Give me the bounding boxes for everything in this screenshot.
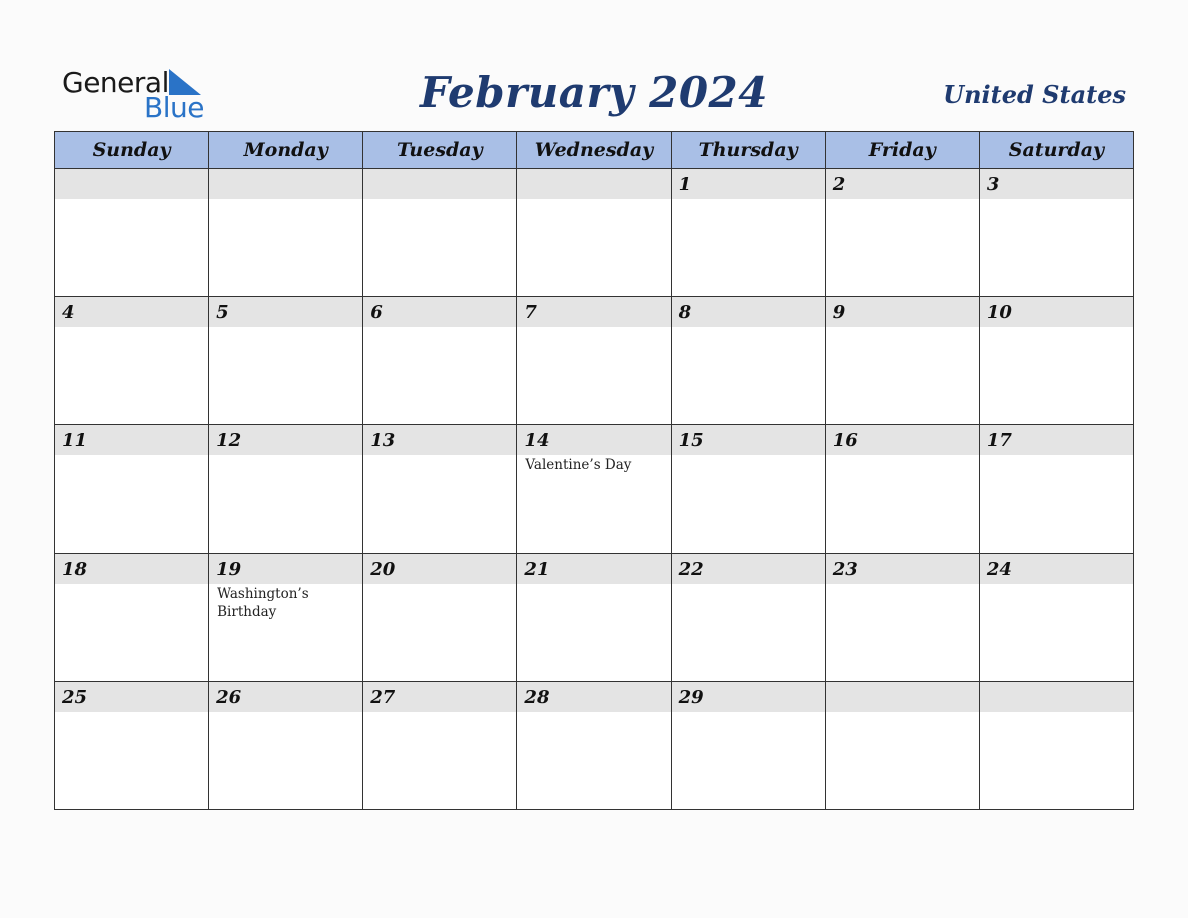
week-row xyxy=(55,297,1134,425)
holiday-event: Washington’s Birthday xyxy=(217,585,309,620)
day-number: 21 xyxy=(517,554,670,584)
day-cell[interactable] xyxy=(517,425,671,553)
day-number xyxy=(980,682,1133,712)
day-cell[interactable] xyxy=(55,169,209,297)
day-cell[interactable] xyxy=(825,681,979,809)
day-cell[interactable] xyxy=(55,425,209,553)
weekday-header: Wednesday xyxy=(517,132,671,169)
weekday-header: Monday xyxy=(209,132,363,169)
day-cell[interactable] xyxy=(825,425,979,553)
day-number: 14 xyxy=(517,425,670,455)
logo-text-general: General xyxy=(62,66,169,99)
country-label: United States xyxy=(943,80,1126,109)
weekday-header: Saturday xyxy=(979,132,1133,169)
day-number: 16 xyxy=(826,425,979,455)
day-cell[interactable] xyxy=(517,297,671,425)
day-number xyxy=(209,169,362,199)
day-number: 13 xyxy=(363,425,516,455)
day-cell[interactable] xyxy=(671,681,825,809)
day-cell[interactable] xyxy=(671,425,825,553)
day-cell[interactable] xyxy=(979,297,1133,425)
day-number: 20 xyxy=(363,554,516,584)
day-cell[interactable] xyxy=(55,553,209,681)
day-cell[interactable] xyxy=(517,169,671,297)
day-cell[interactable] xyxy=(209,297,363,425)
holiday-event: Valentine’s Day xyxy=(525,457,632,474)
day-number: 17 xyxy=(980,425,1133,455)
day-cell[interactable] xyxy=(363,169,517,297)
day-number: 6 xyxy=(363,297,516,327)
day-number: 4 xyxy=(55,297,208,327)
day-cell[interactable] xyxy=(363,681,517,809)
day-number: 29 xyxy=(672,682,825,712)
day-number: 24 xyxy=(980,554,1133,584)
weekday-header: Tuesday xyxy=(363,132,517,169)
day-cell[interactable] xyxy=(671,553,825,681)
weekday-header: Sunday xyxy=(55,132,209,169)
weekday-header: Friday xyxy=(825,132,979,169)
weekday-header-row xyxy=(55,132,1134,169)
week-row xyxy=(55,681,1134,809)
day-cell[interactable] xyxy=(671,297,825,425)
day-number: 8 xyxy=(672,297,825,327)
day-cell[interactable] xyxy=(55,681,209,809)
day-number: 10 xyxy=(980,297,1133,327)
calendar-title: February 2024 xyxy=(419,68,769,117)
day-number: 2 xyxy=(826,169,979,199)
day-number xyxy=(826,682,979,712)
day-number: 1 xyxy=(672,169,825,199)
day-number: 7 xyxy=(517,297,670,327)
day-cell[interactable] xyxy=(979,425,1133,553)
day-number xyxy=(55,169,208,199)
logo-text-blue: Blue xyxy=(144,91,204,124)
day-number: 15 xyxy=(672,425,825,455)
week-row xyxy=(55,169,1134,297)
day-number: 28 xyxy=(517,682,670,712)
day-cell[interactable] xyxy=(979,681,1133,809)
day-number: 3 xyxy=(980,169,1133,199)
day-cell[interactable] xyxy=(363,553,517,681)
day-number: 23 xyxy=(826,554,979,584)
day-number: 12 xyxy=(209,425,362,455)
day-number: 9 xyxy=(826,297,979,327)
day-number xyxy=(517,169,670,199)
day-number: 19 xyxy=(209,554,362,584)
calendar-grid xyxy=(54,131,1134,810)
week-row xyxy=(55,553,1134,681)
day-cell[interactable] xyxy=(825,553,979,681)
day-number: 18 xyxy=(55,554,208,584)
day-cell[interactable] xyxy=(517,681,671,809)
week-row xyxy=(55,425,1134,553)
day-cell[interactable] xyxy=(825,169,979,297)
day-number: 11 xyxy=(55,425,208,455)
day-cell[interactable] xyxy=(825,297,979,425)
weekday-header: Thursday xyxy=(671,132,825,169)
day-number: 26 xyxy=(209,682,362,712)
day-cell[interactable] xyxy=(979,553,1133,681)
day-number: 5 xyxy=(209,297,362,327)
day-cell[interactable] xyxy=(517,553,671,681)
day-number: 27 xyxy=(363,682,516,712)
day-cell[interactable] xyxy=(979,169,1133,297)
day-number: 25 xyxy=(55,682,208,712)
day-cell[interactable] xyxy=(209,553,363,681)
day-cell[interactable] xyxy=(363,297,517,425)
day-cell[interactable] xyxy=(209,169,363,297)
day-cell[interactable] xyxy=(671,169,825,297)
day-cell[interactable] xyxy=(209,681,363,809)
day-cell[interactable] xyxy=(209,425,363,553)
day-cell[interactable] xyxy=(363,425,517,553)
day-number xyxy=(363,169,516,199)
day-cell[interactable] xyxy=(55,297,209,425)
day-number: 22 xyxy=(672,554,825,584)
